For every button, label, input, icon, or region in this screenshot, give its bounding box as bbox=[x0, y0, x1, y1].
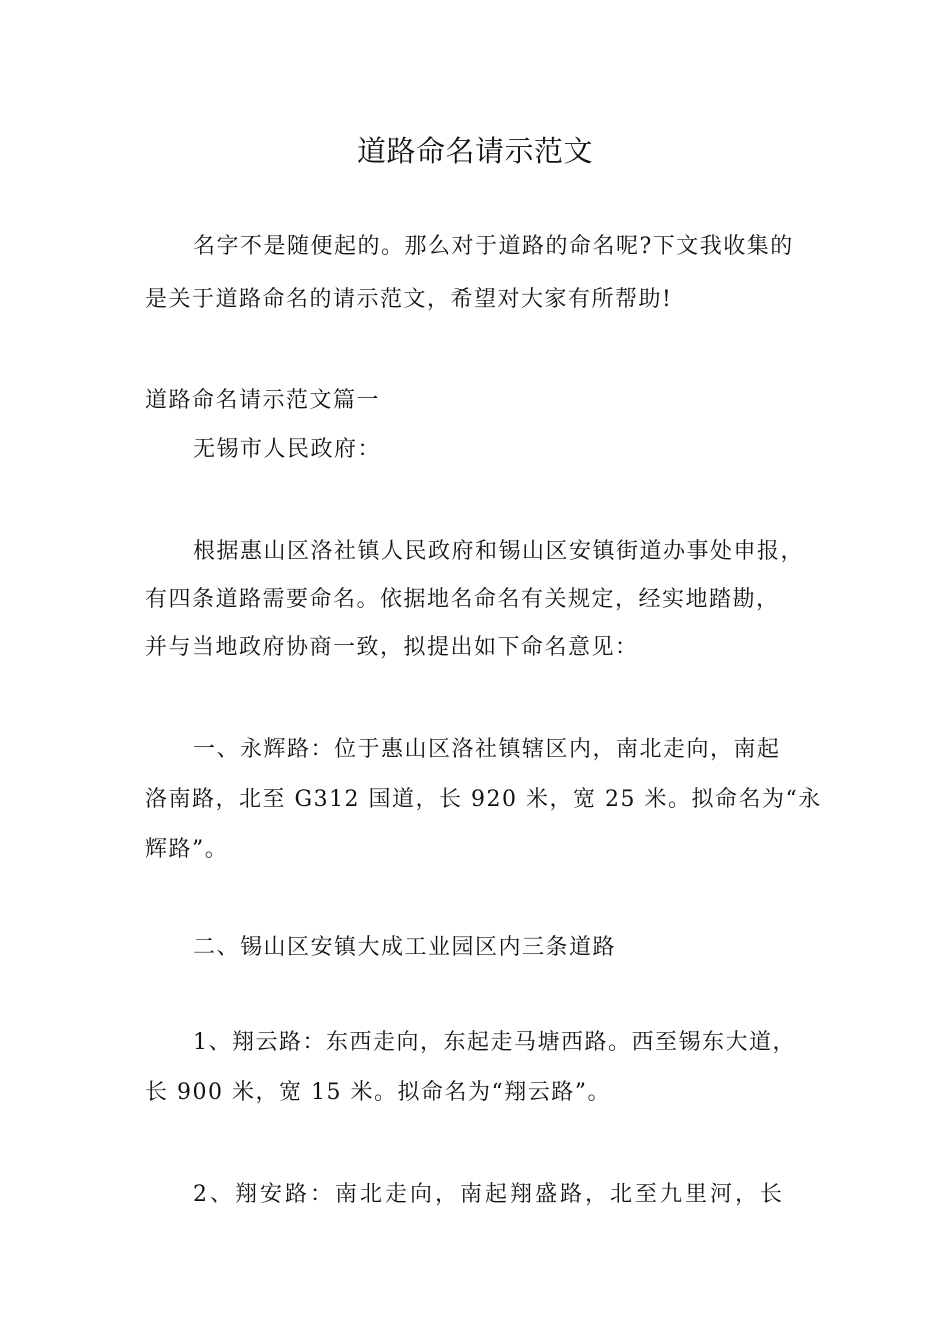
body-paragraph-1-line-1: 根据惠山区洛社镇人民政府和锡山区安镇街道办事处申报， bbox=[193, 539, 805, 564]
item-1-line-3: 辉路”。 bbox=[145, 837, 229, 862]
intro-line-2: 是关于道路命名的请示范文，希望对大家有所帮助! bbox=[145, 287, 673, 312]
item-1-line-2: 洛南路，北至 G312 国道，长 920 米，宽 25 米。拟命名为“永 bbox=[145, 787, 822, 812]
sub-item-1-line-2: 长 900 米，宽 15 米。拟命名为“翔云路”。 bbox=[145, 1080, 611, 1105]
item-1-line-1: 一、永辉路：位于惠山区洛社镇辖区内，南北走向，南起 bbox=[193, 737, 781, 762]
intro-line-1: 名字不是随便起的。那么对于道路的命名呢?下文我收集的 bbox=[193, 234, 794, 259]
item-2-heading: 二、锡山区安镇大成工业园区内三条道路 bbox=[193, 935, 617, 960]
document-title: 道路命名请示范文 bbox=[356, 134, 593, 168]
sub-item-2-line-1: 2、翔安路：南北走向，南起翔盛路，北至九里河，长 bbox=[193, 1182, 785, 1207]
sub-item-1-line-1: 1、翔云路：东西走向，东起走马塘西路。西至锡东大道， bbox=[193, 1030, 796, 1055]
addressee: 无锡市人民政府： bbox=[193, 437, 382, 462]
body-paragraph-1-line-2: 有四条道路需要命名。依据地名命名有关规定，经实地踏勘， bbox=[145, 587, 780, 612]
body-paragraph-1-line-3: 并与当地政府协商一致，拟提出如下命名意见： bbox=[145, 635, 639, 660]
section-heading: 道路命名请示范文篇一 bbox=[145, 388, 381, 413]
